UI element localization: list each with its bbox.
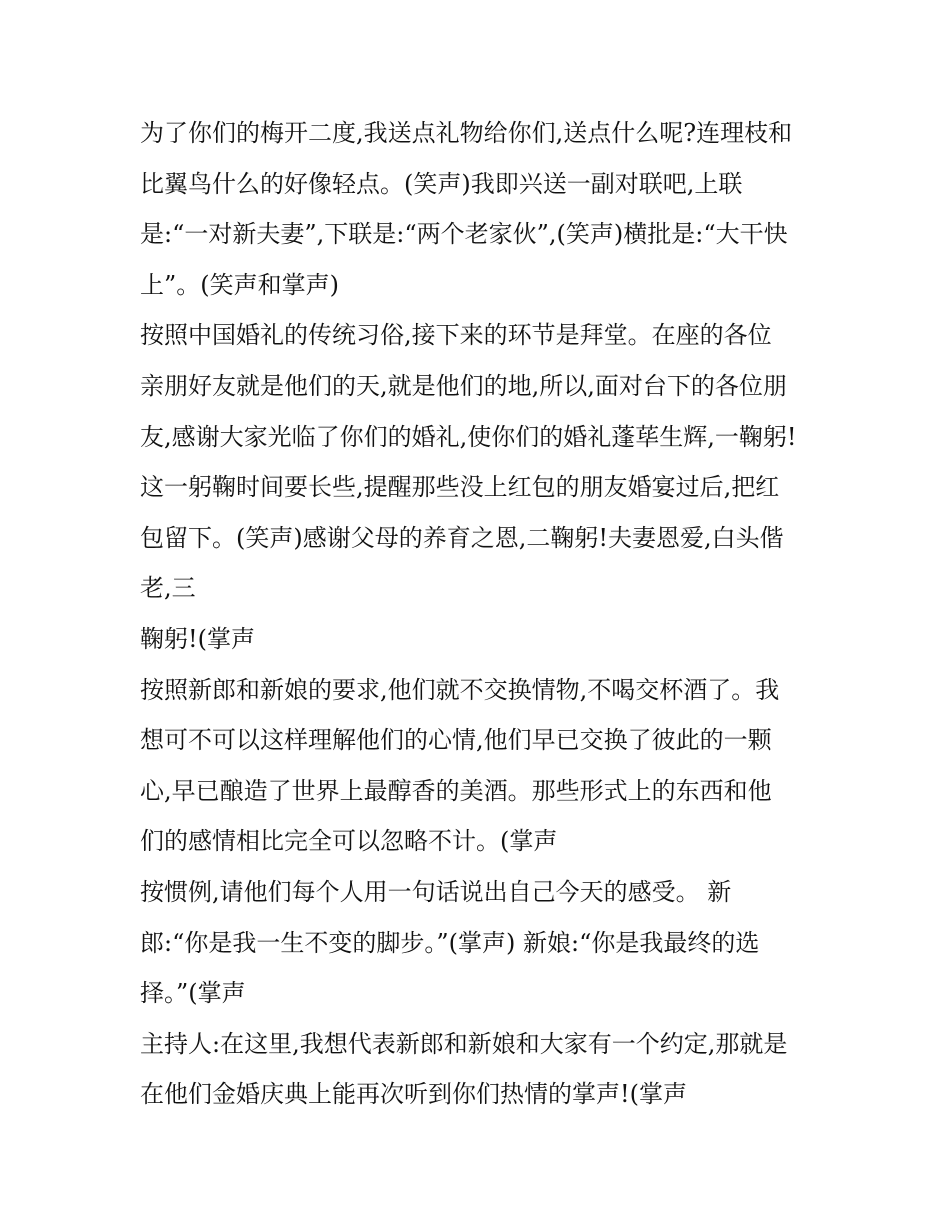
text-line-14: 心,早已酿造了世界上最醇香的美酒。那些形式上的东西和他 <box>140 776 772 805</box>
text-line-17: 郎:“你是我一生不变的脚步。”(掌声) 新娘:“你是我最终的选 <box>140 928 760 957</box>
text-line-16: 按惯例,请他们每个人用一句话说出自己今天的感受。 新 <box>140 877 732 906</box>
text-body <box>140 108 820 1120</box>
text-line-9: 包留下。(笑声)感谢父母的养育之恩,二鞠躬!夫妻恩爱,白头偕 <box>140 523 784 552</box>
text-line-18: 择。”(掌声 <box>140 979 246 1008</box>
text-line-13: 想可不可以这样理解他们的心情,他们早已交换了彼此的一颗 <box>140 726 772 755</box>
text-line-15: 们的感情相比完全可以忽略不计。(掌声 <box>140 827 558 856</box>
text-line-20: 在他们金婚庆典上能再次听到你们热情的掌声!(掌声 <box>140 1080 688 1109</box>
text-line-1: 为了你们的梅开二度,我送点礼物给你们,送点什么呢?连理枝和 <box>140 119 793 147</box>
text-line-4: 上”。(笑声和掌声) <box>140 270 339 299</box>
text-line-10: 老,三 <box>140 574 196 603</box>
text-line-19: 主持人:在这里,我想代表新郎和新娘和大家有一个约定,那就是 <box>140 1029 788 1058</box>
text-line-6: 亲朋好友就是他们的天,就是他们的地,所以,面对台下的各位朋 <box>140 371 787 400</box>
text-line-5: 按照中国婚礼的传统习俗,接下来的环节是拜堂。在座的各位 <box>140 321 772 350</box>
text-line-7: 友,感谢大家光临了你们的婚礼,使你们的婚礼蓬荜生辉,一鞠躬! <box>140 422 797 451</box>
text-line-8: 这一躬鞠时间要长些,提醒那些没上红包的朋友婚宴过后,把红 <box>140 473 780 502</box>
text-line-11: 鞠躬!(掌声 <box>140 624 256 653</box>
text-line-12: 按照新郎和新娘的要求,他们就不交换情物,不喝交杯酒了。我 <box>140 675 780 704</box>
text-line-3: 是:“一对新夫妻”,下联是:“两个老家伙”,(笑声)横批是:“大干快 <box>140 220 788 249</box>
text-line-2: 比翼鸟什么的好像轻点。(笑声)我即兴送一副对联吧,上联 <box>140 169 743 198</box>
